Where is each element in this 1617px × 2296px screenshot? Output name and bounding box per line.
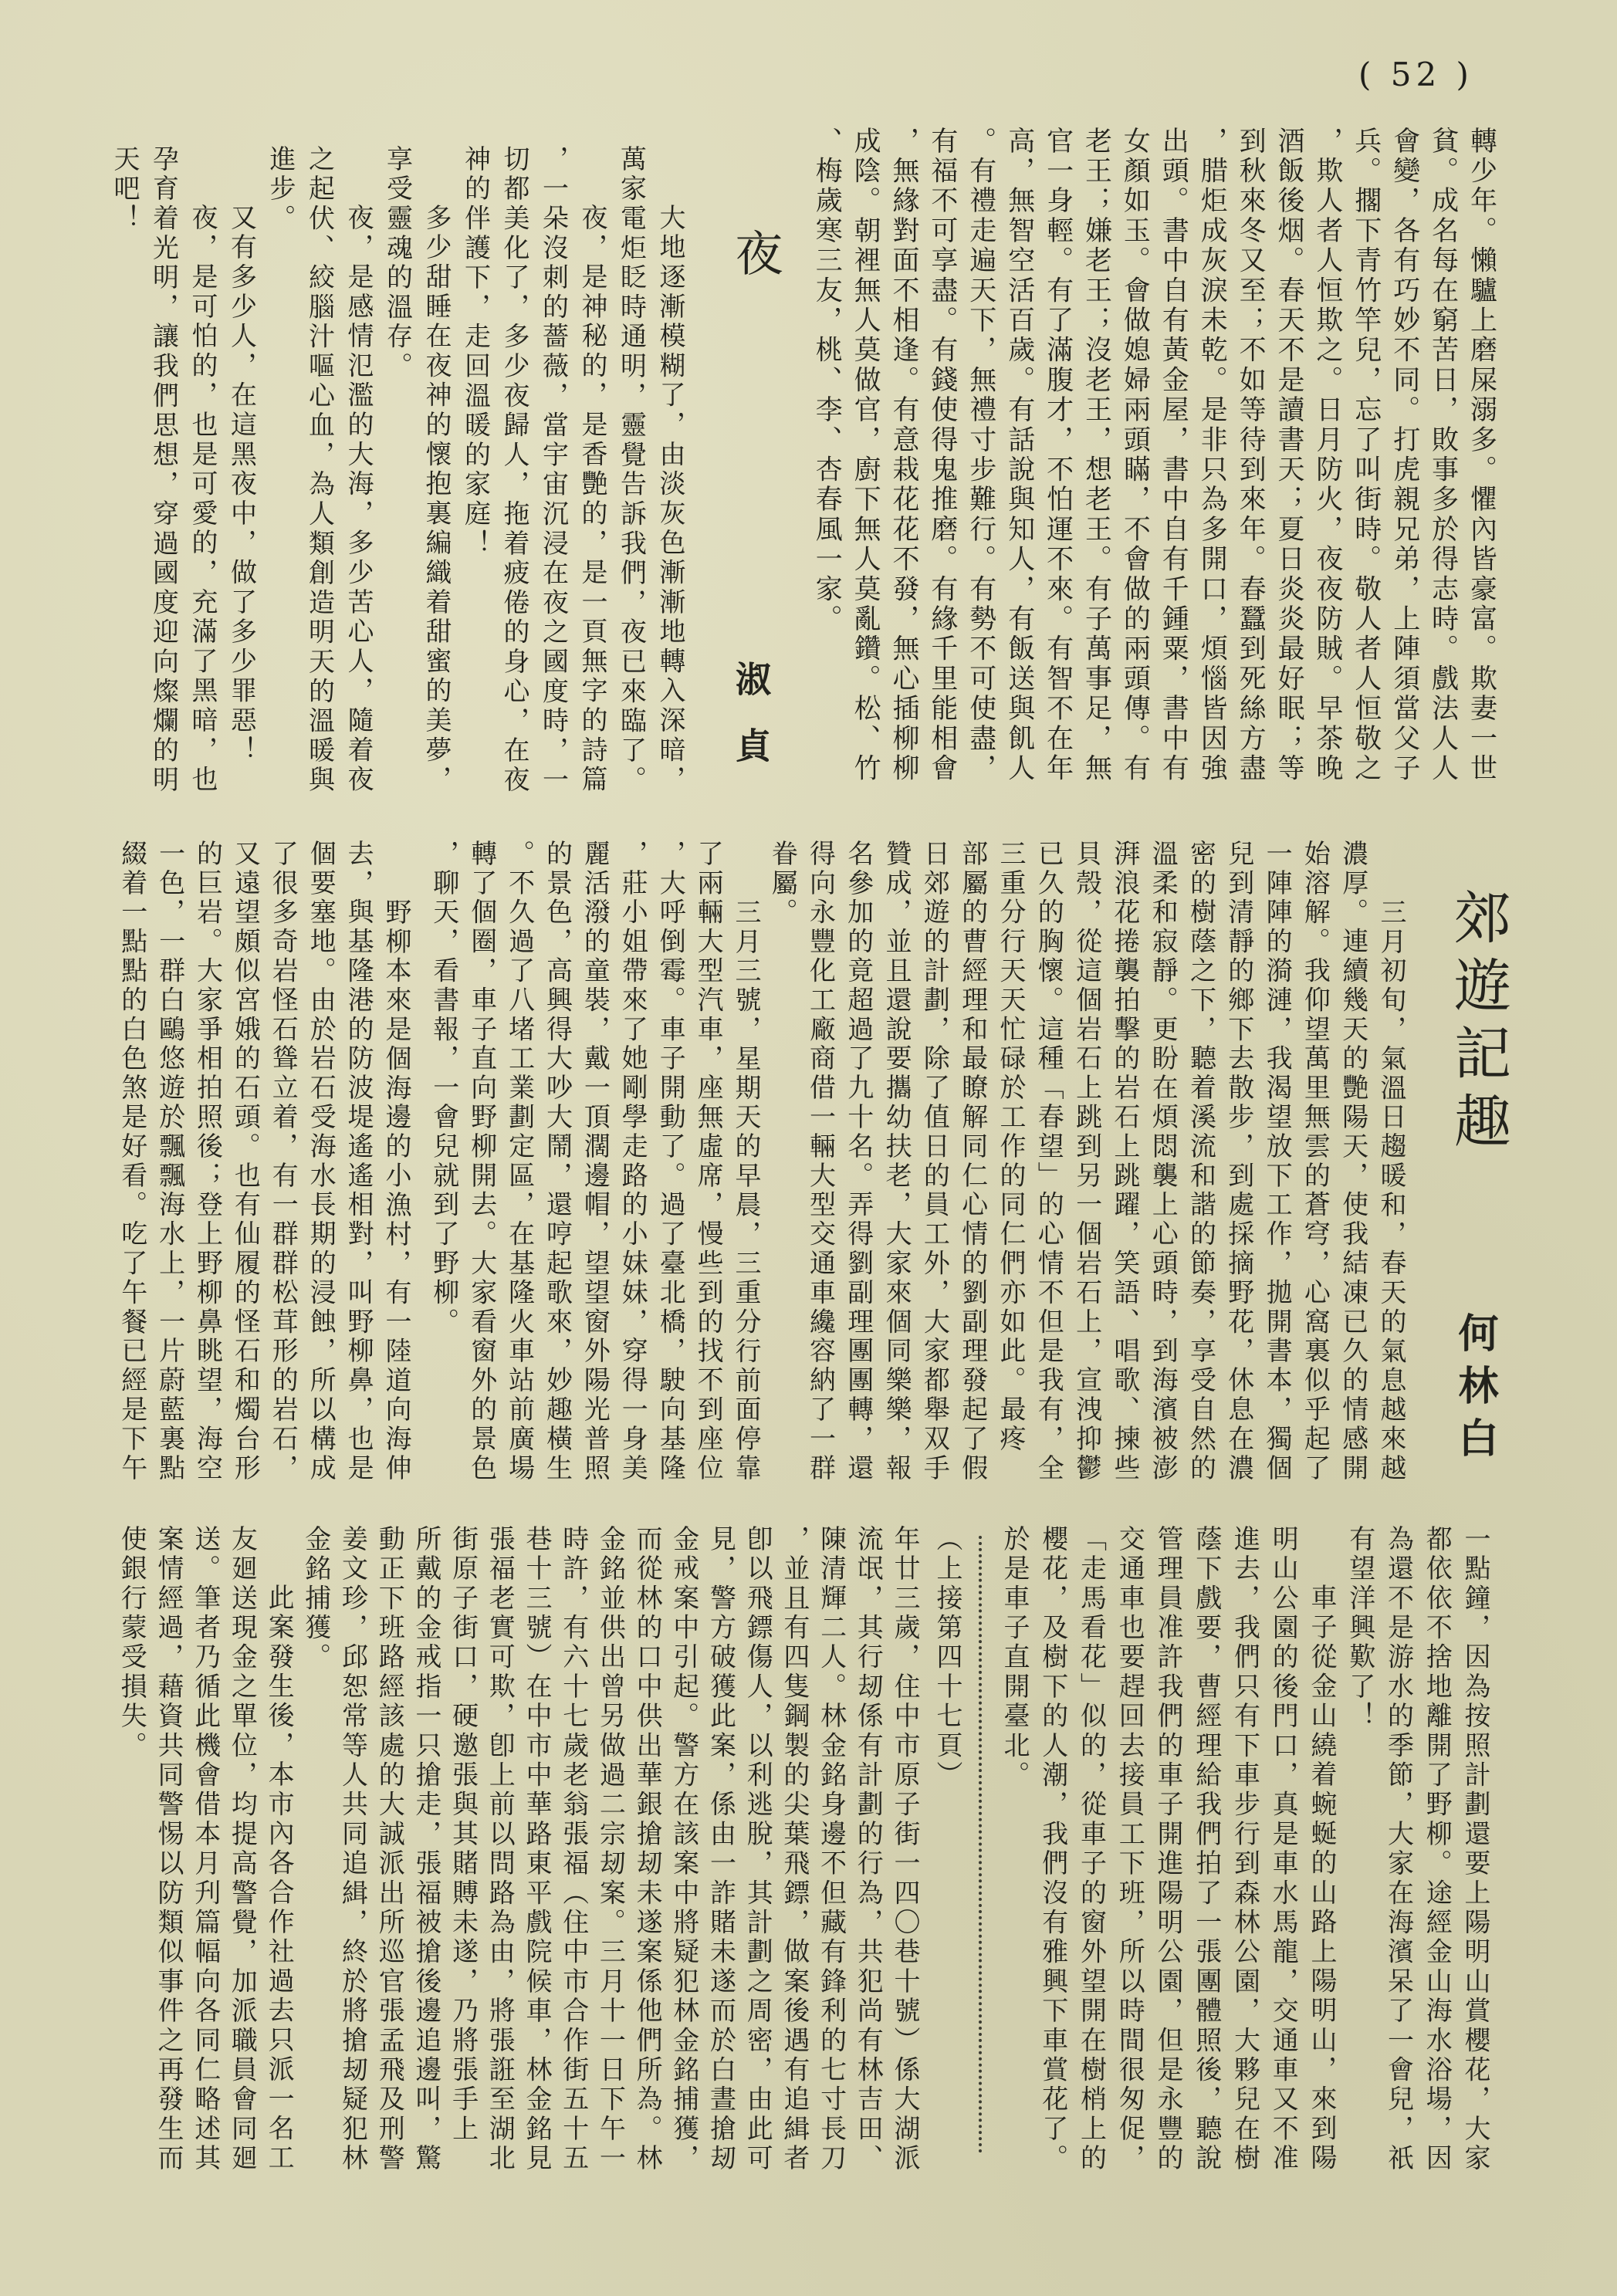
poem-author: 淑貞 — [730, 661, 772, 793]
text-column: 明山公園的後門口，真是車水馬龍，交通車又不准 — [1267, 1524, 1299, 2174]
text-column: 高，無智空活百歲。有話說與知人，有飯送與飢人 — [1003, 126, 1035, 784]
text-column: 張福老實可欺，卽上前以問路為由，將張誑至湖北 — [484, 1524, 516, 2174]
text-column: 一色，一群白鷗悠遊於飄飄海水上，一片蔚藍裏點 — [154, 840, 185, 1483]
text-column: 眷屬。 — [766, 840, 798, 928]
page-number: ( 52 ) — [1358, 56, 1473, 93]
text-column: 酒飯後烟。春天不是讀書天；夏日炎炎最好眠；等 — [1274, 126, 1304, 784]
article-author: 何林白 — [1451, 1312, 1497, 1469]
paragraph-start-column: 夜，是神秘的，是香艷的，是一頁無字的詩篇 — [577, 204, 607, 796]
text-column: ，莊小姐帶來了她剛學走路的小妹妹，穿得一身美 — [617, 840, 648, 1483]
text-column: 部屬的曹經理和最瞭解同仁心情的劉副理發起了假 — [956, 840, 988, 1483]
text-column: 溫柔和寂靜。更盼在煩悶襲上心頭時，到海濱被澎 — [1147, 840, 1179, 1483]
text-column: 交通車也要趕回去接員工下班，所以時間很匆促， — [1114, 1524, 1145, 2174]
article-title: 郊遊記趣 — [1445, 888, 1511, 1159]
paragraph-start-column: 又有多少人，在這黑夜中，做了多少罪惡！ — [225, 204, 257, 766]
poem-title: 夜 — [727, 228, 783, 276]
text-column: 日郊遊的計劃，除了值日的員工外，大家都舉双手 — [918, 840, 950, 1483]
text-column: 金銘捕獲。 — [299, 1524, 331, 1672]
text-column: 濃厚。連續幾天的艷陽天，使我結凍已久的情感開 — [1337, 840, 1368, 1483]
text-column: 巷十三號）在中市中華路東平戲院候車，林金銘見 — [521, 1524, 552, 2174]
text-column: ，腊炬成灰淚未乾。是非只為多開口，煩惱皆因強 — [1196, 126, 1228, 784]
text-column: ，無緣對面不相逢。有意栽花花不發，無心插柳柳 — [888, 126, 919, 784]
continued-from-note: （上接第四十七頁） — [932, 1525, 962, 1790]
text-column: 女顏如玉。會做媳婦兩頭瞞，不會做的兩頭傳。有 — [1119, 126, 1151, 784]
text-column: ，欺人者人恒欺之。日月防火，夜夜防賊。早茶晚 — [1311, 126, 1343, 784]
text-column: 綴着一點點的白色煞是好看。吃了午餐已經是下午 — [116, 840, 147, 1483]
text-column: 密的樹蔭之下，聽着溪流和諧的節奏，享受自然的 — [1185, 840, 1216, 1483]
text-column: 了很多奇岩怪石聳立着，有一群群松茸形的岩石， — [267, 840, 299, 1483]
text-column: 都依依不捨地離開了野柳。途經金山海水浴場，因 — [1421, 1524, 1453, 2174]
text-column: 去，與基隆港的防波堤遙遙相對，叫野柳鼻，也是 — [343, 840, 374, 1483]
text-column: 成陰。朝裡無人莫做官，廚下無人莫亂鑽。松、竹 — [850, 126, 881, 784]
text-column: 進步。 — [265, 144, 296, 234]
text-column: 個要塞地。由於岩石受海水長期的浸蝕，所以構成 — [305, 840, 337, 1483]
text-column: 管理員准許我們的車子開進陽明公園，但是永豐的 — [1152, 1524, 1183, 2174]
paragraph-start-column: 三月初旬，氣溫日趨暖和，春天的氣息越來越 — [1375, 898, 1406, 1483]
text-column: 贊成，並且還說要攜幼扶老，大家來個同樂樂，報 — [881, 840, 912, 1483]
text-column: 陳清輝二人。林金銘身邊不但藏有鋒利的七寸長刀 — [815, 1524, 847, 2174]
text-column: 為還不是游水的季節，大家在海濱呆了一會兒，祇 — [1382, 1524, 1414, 2174]
text-column: 切都美化了，多少夜歸人，拖着疲倦的身心，在夜 — [499, 144, 529, 796]
text-column: 、梅歲寒三友，桃、李、杏春風一家。 — [811, 126, 843, 634]
text-column: 湃浪花捲襲拍擊的岩石上跳躍，笑語、唱歌、揀些 — [1108, 840, 1140, 1483]
text-column: 卽以飛鏢傷人，以利逃脫，其計劃之周密，由此可 — [742, 1524, 773, 2174]
text-column: 。不久過了八堵工業劃定區，在基隆火車站前廣場 — [503, 840, 535, 1483]
text-column: 了兩輛大型汽車，座無虛席，慢些到的找不到座位 — [692, 840, 724, 1483]
text-column: 動正下班路經該處的大誠派出所巡官張孟飛及刑警 — [374, 1524, 405, 2174]
text-column: 一陣陣的漪漣，我渴望放下工作，拋開書本，獨個 — [1261, 840, 1293, 1483]
text-column: 而從林的口中供出華銀搶刼未遂案係他們所為。林 — [631, 1524, 663, 2174]
text-column: 兒到清靜的鄉下去散步，到處採摘野花，休息在濃 — [1223, 840, 1254, 1483]
text-column: 得向永豐化工廠商借一輛大型交通車纔容納了一群 — [804, 840, 836, 1483]
paragraph-start-column: 野柳本來是個海邊的小漁村，有一陸道向海伸 — [381, 898, 411, 1483]
text-column: 案情經過，藉資共同警惕以防類似事件之再發生而 — [153, 1524, 184, 2174]
text-column: 姜文珍，邱恕常等人共同追緝，終於將搶刼疑犯林 — [337, 1524, 368, 2174]
text-column: ，一朵沒刺的薔薇，當宇宙沉浸在夜之國度時，一 — [537, 144, 569, 796]
text-column: 金戒案中引起。警方在該案中將疑犯林金銘捕獲， — [668, 1524, 699, 2174]
text-column: 到秋來冬又至；不如等待到來年。春蠶到死絲方盡 — [1235, 126, 1267, 784]
text-column: 有福不可享盡。有錢使得鬼推磨。有緣千里能相會 — [926, 126, 958, 784]
paragraph-start-column: 三月三號，星期天的早晨，三重分行前面停靠 — [730, 898, 761, 1483]
text-column: 天吧！ — [109, 144, 140, 234]
text-column: ，聊天，看書報，一會兒就到了野柳。 — [428, 840, 459, 1337]
text-column: 出頭。書中自有黃金屋，書中自有千鍾粟，書中有 — [1158, 126, 1189, 784]
text-column: 轉了個圈，車子直向野柳開去。大家看窗外的景色 — [465, 840, 497, 1483]
text-column: 友廻送現金之單位，均提高警覺，加派職員會同廻 — [226, 1524, 258, 2174]
text-column: 三重分行天天忙碌於工作的同仁們亦如此。最疼 — [995, 840, 1026, 1454]
text-column: 的巨岩。大家爭相拍照後；登上野柳鼻眺望，海空 — [191, 840, 223, 1483]
text-column: ，大呼倒霉。車子開動了。過了臺北橋，駛向基隆 — [655, 840, 686, 1483]
paragraph-start-column: 大地逐漸模糊了，由淡灰色漸漸地轉入深暗， — [655, 204, 685, 796]
text-column: 神的伴護下，走回溫暖的家庭！ — [459, 144, 491, 560]
text-column: 的景色，高興得大吵大鬧，還哼起歌來，妙趣橫生 — [541, 840, 573, 1483]
text-column: 流氓，其行刼係有計劃的行為，共犯尚有林吉田、 — [852, 1524, 884, 2174]
text-column: 兵。擱下青竹竿兒，忘了叫街時。敬人者人恒敬之 — [1350, 126, 1382, 784]
text-column: 使銀行蒙受損失。 — [116, 1524, 147, 1761]
text-column: 已久的胸懷。這種「春望」的心情不但是我有，全 — [1033, 840, 1064, 1483]
text-column: 貧。成名每在窮苦日，敗事多於得志時。戲法人人 — [1427, 126, 1459, 784]
text-column: 萬家電炬眨時通明，靈覺告訴我們，夜已來臨了。 — [615, 144, 647, 796]
paragraph-start-column: 夜，是感情氾濫的大海，多少苦心人，隨着夜 — [343, 204, 374, 796]
text-column: 。有禮走遍天下，無禮寸步難行。有勢不可使盡， — [965, 126, 996, 784]
text-column: 街原子街口，硬邀張與其賭賻未遂，乃將張手上 — [447, 1524, 479, 2145]
text-column: 見，警方破獲此案，係由一詐賭未遂而於白晝搶刼 — [705, 1524, 736, 2174]
text-column: 享受靈魂的溫存。 — [381, 144, 413, 382]
paragraph-start-column: 此案發生後，本市內各合作社過去只派一名工 — [263, 1584, 295, 2174]
text-column: 蔭下戲要，曹經理給我們拍了一張團體照後，聽說 — [1190, 1524, 1222, 2174]
text-column: 又遠望頗似宮娥的石頭。也有仙履的怪石和燭台形 — [229, 840, 261, 1483]
text-column: 麗活潑的童裝，戴一頂濶邊帽，望望窗外陽光普照 — [579, 840, 611, 1483]
paragraph-start-column: 一點鐘，因為按照計劃還要上陽明山賞櫻花，大家 — [1460, 1524, 1490, 2174]
text-column: 老王；嫌老王；沒老王，想老王。有子萬事足，無 — [1081, 126, 1112, 784]
paragraph-start-column: 轉少年。懶驢上磨屎溺多。懼內皆豪富。欺妻一世 — [1466, 126, 1497, 784]
text-column: 之起伏、絞腦汁嘔心血，為人類創造明天的溫暖與 — [303, 144, 335, 796]
text-column: ，並且有四隻鋼製的尖葉飛鏢，做案後遇有追緝者 — [778, 1524, 810, 2174]
text-column: 始溶解。我仰望萬里無雲的蒼穹，心窩裏似乎起了 — [1299, 840, 1331, 1483]
text-column: 送。筆者乃循此機會借本月刋篇幅向各同仁略述其 — [189, 1524, 221, 2174]
text-column: 於是車子直開臺北。 — [999, 1524, 1030, 1790]
text-column: 時許，有六十七歲老翁張福（住中市合作街五十五 — [557, 1524, 589, 2174]
paragraph-start-column: 年廿三歲，住中市原子街一四〇巷十號）係大湖派 — [889, 1524, 920, 2174]
text-column: 孕育着光明，讓我們思想，穿過國度迎向燦爛的明 — [147, 144, 179, 796]
text-column: 會變，各有巧妙不同。打虎親兄弟，上陣須當父子 — [1389, 126, 1420, 784]
text-column: 有望洋興歎了！ — [1344, 1524, 1375, 1732]
text-column: 名參加的竟超過了九十名。弄得劉副理團團轉，還 — [842, 840, 874, 1483]
text-column: 所戴的金戒指一只搶走，張福被搶後邊追邊叫，驚 — [410, 1524, 441, 2174]
paragraph-start-column: 夜，是可怕的，也是可愛的，充滿了黑暗，也 — [187, 204, 218, 796]
text-column: 官一身輕。有了滿腹才，不怕運不來。有智不在年 — [1042, 126, 1074, 784]
text-column: 進去，我們只有下車步行到森林公園，大夥兒在樹 — [1229, 1524, 1260, 2174]
paragraph-start-column: 多少甜睡在夜神的懷抱裏編織着甜蜜的美夢， — [421, 204, 452, 796]
paragraph-start-column: 車子從金山繞着蜿蜒的山路上陽明山，來到陽 — [1306, 1584, 1337, 2174]
text-column: 「走馬看花」似的，從車子的窗外望開在樹梢上的 — [1075, 1524, 1107, 2174]
text-column: 貝殼，從這個岩石上跳到另一個岩石上，宣洩抑鬱 — [1071, 840, 1102, 1483]
text-column: 櫻花，及樹下的人潮，我們沒有雅興下車賞花了。 — [1037, 1524, 1068, 2174]
text-column: 金銘並供出曾另做過二宗刼案。三月十一日下午一 — [594, 1524, 626, 2174]
